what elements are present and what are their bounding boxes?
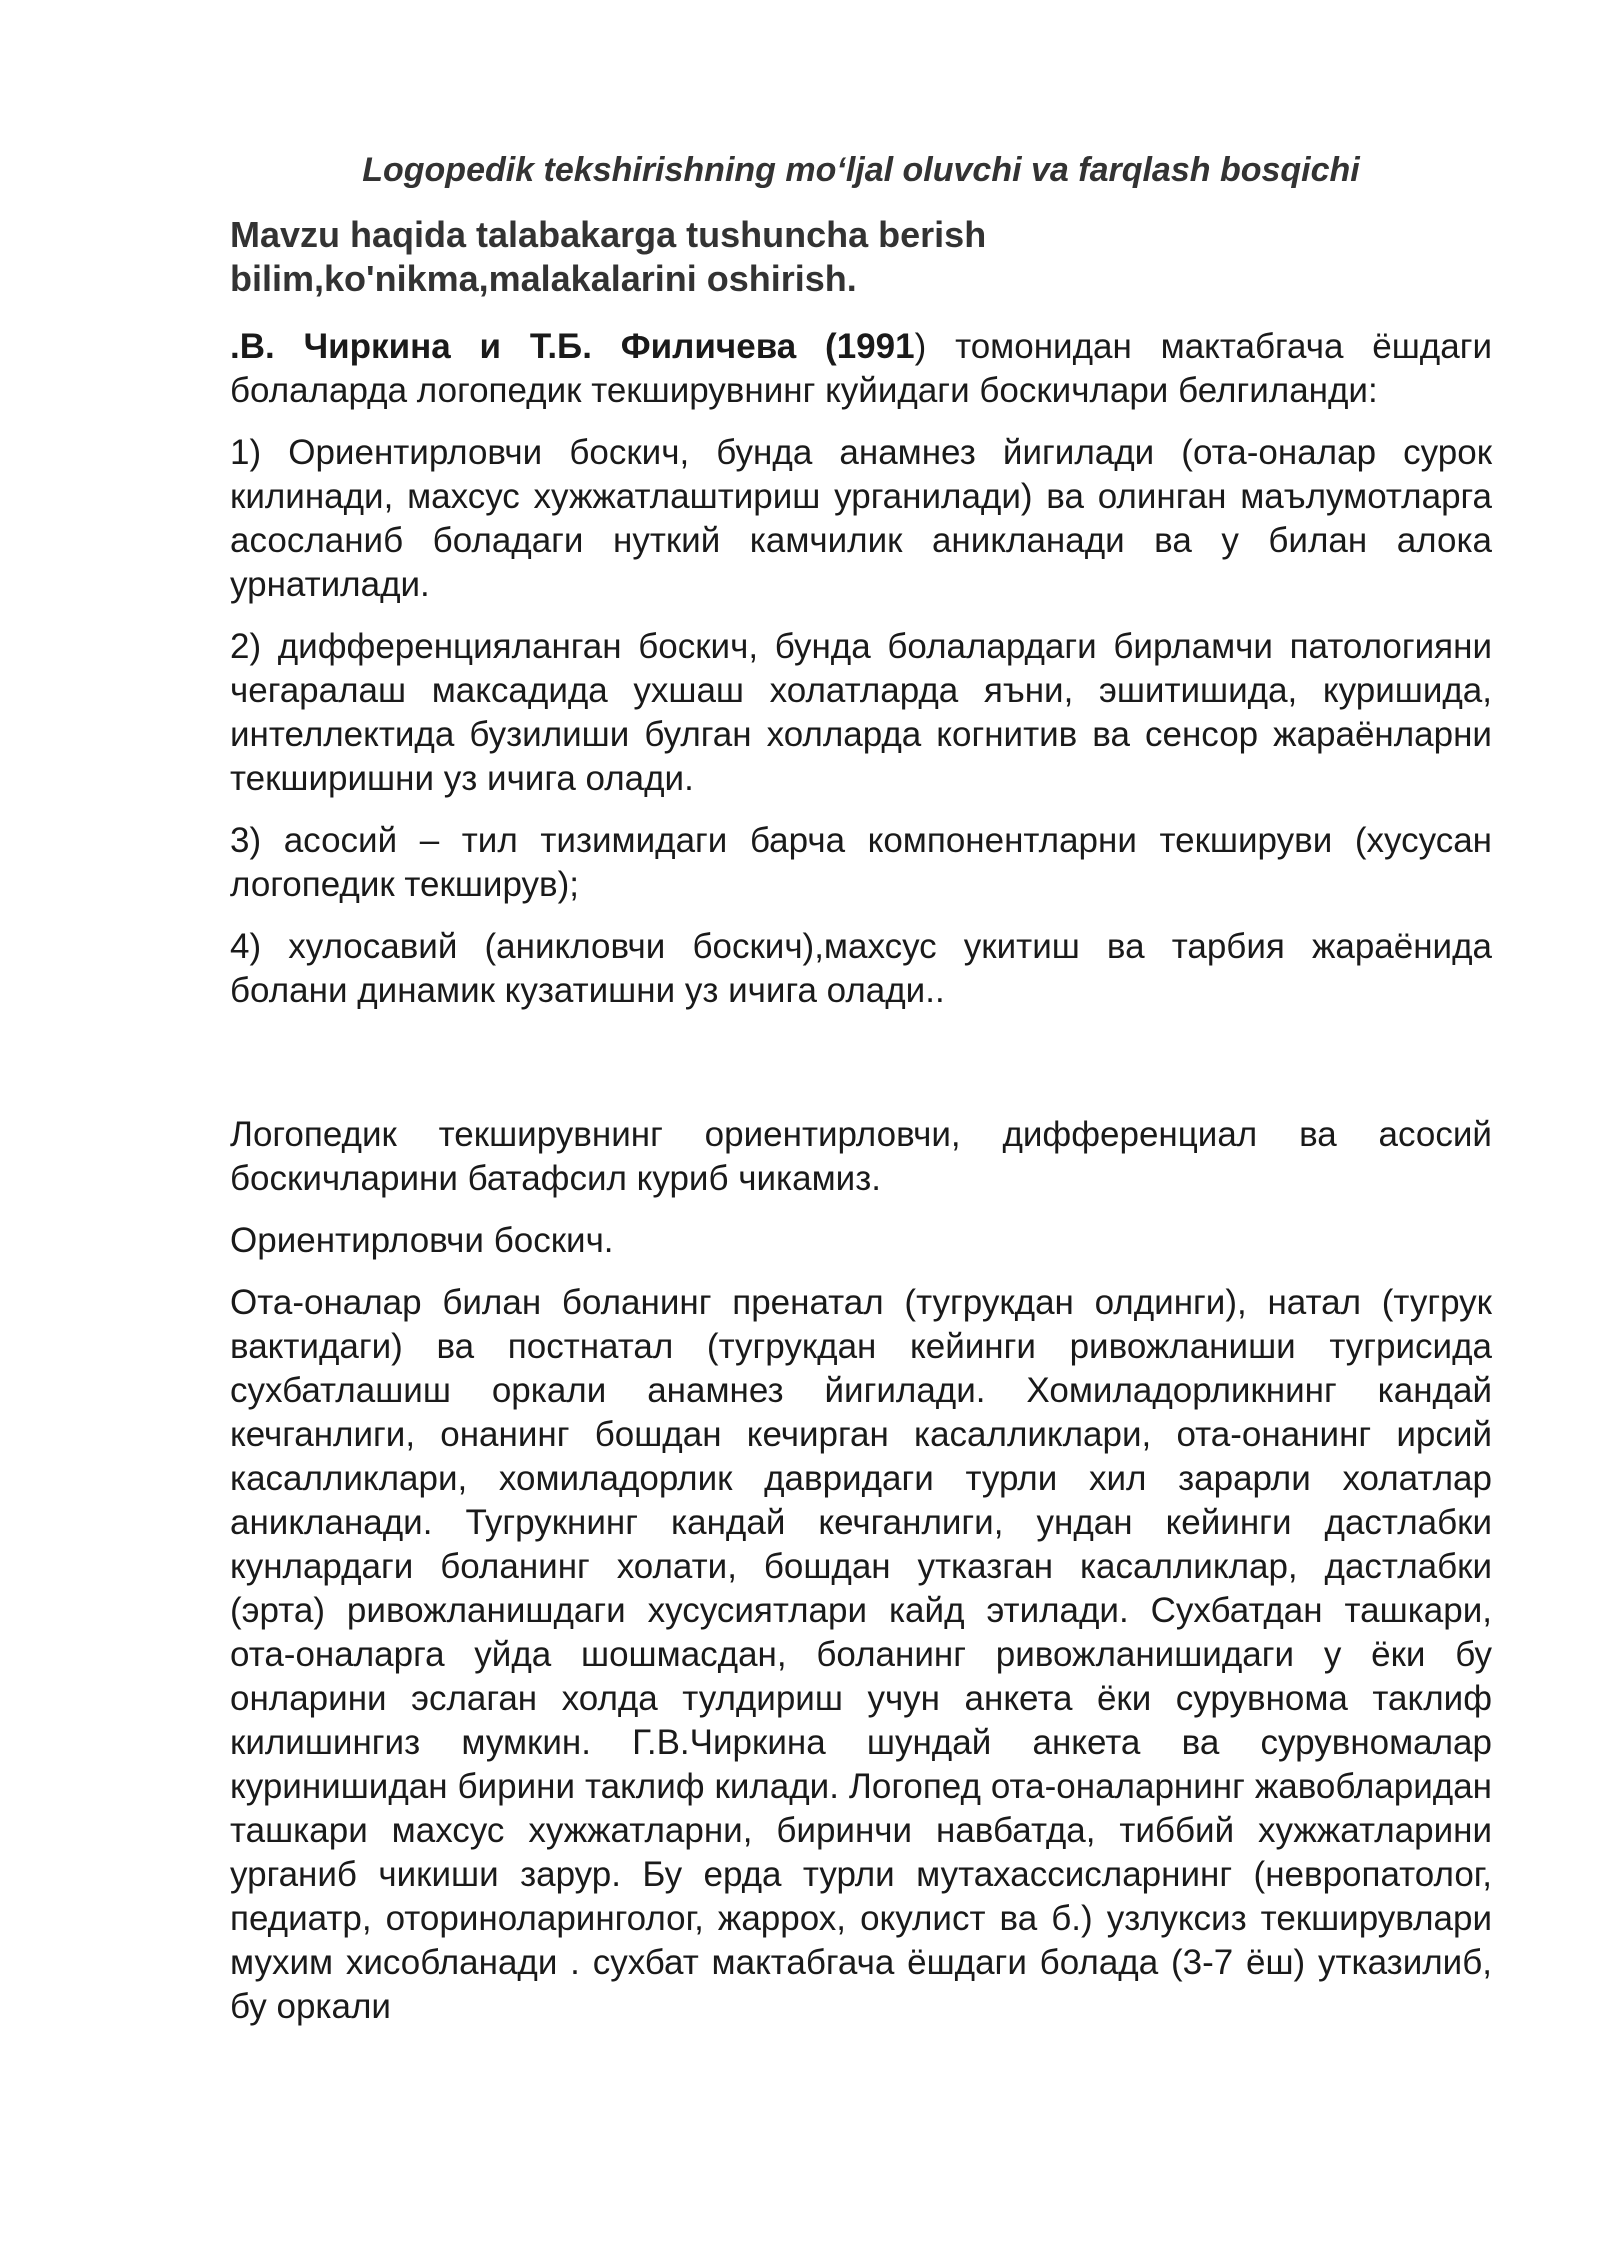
overview-paragraph: Логопедик текширувнинг ориентирловчи, дифференциал ва асосий боскичларини батафсил куриб чикамиз. bbox=[230, 1114, 1492, 1198]
stage-3-paragraph: 3) асосий – тил тизимидаги барча компонентларни текшируви (хусусан логопедик текширув); bbox=[230, 820, 1492, 904]
intro-text: ) томонидан мактабгача ёшдаги болаларда логопедик текширувнинг куйидаги боскичлари белгиланди: bbox=[230, 326, 1493, 410]
document-title: Logopedik tekshirishning mo‘ljal oluvchi va farqlash bosqichi bbox=[362, 151, 1360, 189]
stage-2-paragraph: 2) дифференцияланган боскич, бунда болалардаги бирламчи патологияни чегаралаш максадида ухшаш холатларда яъни, эшитишида, куришида, интеллектида бузилиши булган холларда когнитив ва сенсор жараёнларни текширишни уз ичига олади. bbox=[230, 626, 1492, 798]
subtitle-line-1: Mavzu haqida talabakarga tushuncha berish bbox=[230, 213, 987, 255]
body-paragraph: Ота-оналар билан боланинг пренатал (тугрукдан олдинги), натал (тугрук вактидаги) ва постнатал (тугрукдан кейинги ривожланиши тугрисида сухбатлашиш оркали анамнез йигилади. Хомиладорликнинг кандай кечганлиги, онанинг бошдан кечирган касалликлари, ота-онанинг ирсий касалликлари, хомиладорлик давридаги турли хил зарарли холатлар аникланади. Тугрукнинг кандай кечганлиги, ундан кейинги дастлабки кунлардаги боланинг холати, бошдан утказган касалликлар, дастлабки (эрта) ривожланишдаги хусусиятлари кайд этилади. Сухбатдан ташкари, ота-оналарга уйда шошмасдан, боланинг ривожланишидаги у ёки бу онларини эслаган холда тулдириш учун анкета ёки сурувнома таклиф килишингиз мумкин. Г.В.Чиркина шундай анкета ва сурувномалар куринишидан бирини таклиф килади. Логопед ота-оналарнинг жавобларидан ташкари махсус хужжатларни, биринчи навбатда, тиббий хужжатларини урганиб чикиши зарур. Бу ерда турли мутахассисларнинг (невропатолог, педиатр, оториноларинголог, жаррох, окулист ва б.) узлуксиз текширувлари мухим хисобланади . сухбат мактабгача ёшдаги болада (3-7 ёш) утказилиб, бу оркали bbox=[230, 1282, 1492, 2026]
intro-paragraph bbox=[230, 325, 1492, 413]
section-heading: Ориентирловчи боскич. bbox=[230, 1220, 614, 1260]
intro-authors: .В. Чиркина и Т.Б. Филичева (1991 bbox=[230, 326, 915, 366]
stage-4-paragraph: 4) хулосавий (аникловчи боскич),махсус укитиш ва тарбия жараёнида болани динамик кузатишни уз ичига олади.. bbox=[230, 926, 1492, 1010]
document-page bbox=[230, 150, 1492, 2047]
spacer bbox=[230, 1031, 1492, 1113]
subtitle-line-2: bilim,ko'nikma,malakalarini oshirish. bbox=[230, 257, 857, 299]
stage-1-paragraph: 1) Ориентирловчи боскич, бунда анамнез йигилади (ота-оналар сурок килинади, махсус хужжатлаштириш урганилади) ва олинган маълумотларга асосланиб боладаги нуткий камчилик аникланади ва у билан алока урнатилади. bbox=[230, 432, 1492, 604]
topic-subtitle bbox=[230, 213, 1492, 301]
